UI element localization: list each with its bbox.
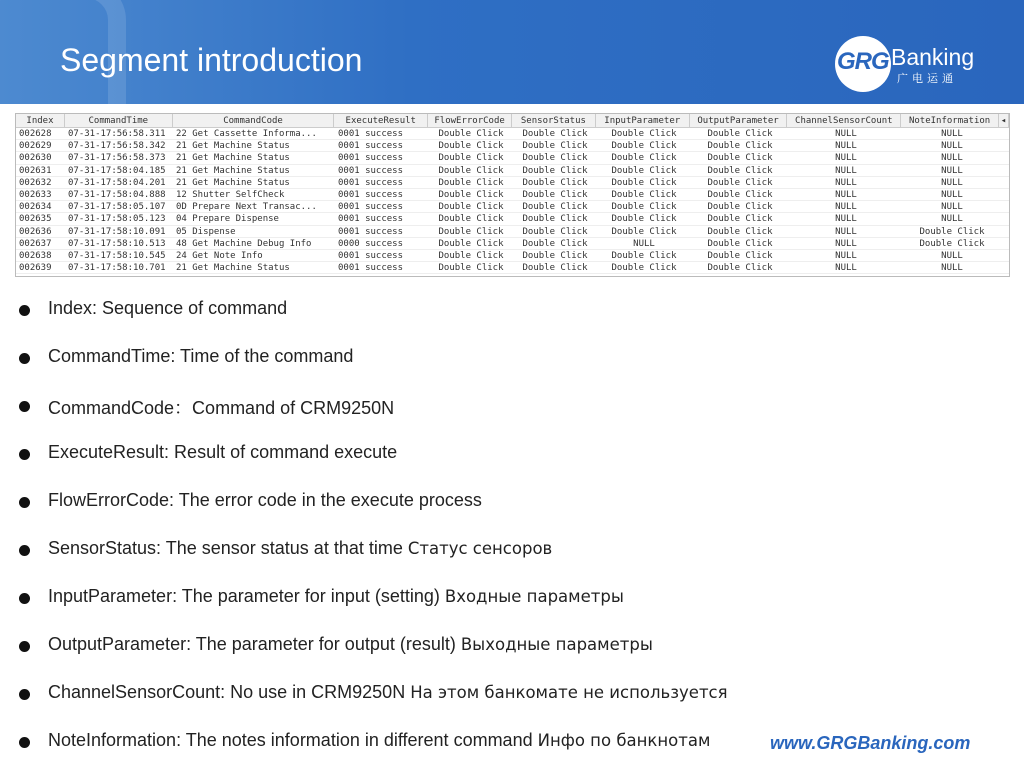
bullet-text xyxy=(48,538,552,559)
table-cell-commandcode: 21 Get Machine Status xyxy=(176,263,290,274)
bullet-text xyxy=(48,394,394,420)
table-cell-inputparameter: Double Click xyxy=(611,226,677,237)
table-cell-outputparameter: Double Click xyxy=(707,141,773,152)
table-cell-commandtime: 07-31-17:56:58.342 xyxy=(68,141,166,152)
table-cell-flowerrorcode: Double Click xyxy=(438,177,504,188)
table-cell-inputparameter: Double Click xyxy=(611,153,677,164)
table-cell-executeresult: 0001 success xyxy=(338,177,404,188)
table-cell-commandcode: 48 Get Machine Debug Info xyxy=(176,238,312,249)
table-cell-commandtime: 07-31-17:58:10.513 xyxy=(68,238,166,249)
table-cell-noteinformation: NULL xyxy=(941,129,963,139)
table-cell-channelsensorcount: NULL xyxy=(835,177,857,188)
table-cell-index: 002628 xyxy=(19,129,52,139)
table-cell-inputparameter: Double Click xyxy=(611,177,677,188)
column-header-sensorstatus[interactable]: SensorStatus xyxy=(512,114,596,127)
table-cell-executeresult: 0001 success xyxy=(338,250,404,261)
table-cell-noteinformation: NULL xyxy=(941,165,963,176)
table-cell-noteinformation: Double Click xyxy=(919,238,985,249)
table-cell-flowerrorcode: Double Click xyxy=(438,238,504,249)
table-cell-executeresult: 0001 success xyxy=(338,153,404,164)
table-cell-noteinformation: NULL xyxy=(941,250,963,261)
table-cell-sensorstatus: Double Click xyxy=(522,226,588,237)
table-cell-outputparameter: Double Click xyxy=(707,226,773,237)
table-cell-executeresult: 0001 success xyxy=(338,129,404,139)
column-header-outputparameter[interactable]: OutputParameter xyxy=(690,114,788,127)
table-cell-channelsensorcount: NULL xyxy=(835,129,857,139)
table-cell-index: 002635 xyxy=(19,214,52,225)
table-cell-outputparameter: Double Click xyxy=(707,189,773,200)
table-cell-executeresult: 0001 success xyxy=(338,226,404,237)
table-cell-commandcode: 21 Get Machine Status xyxy=(176,165,290,176)
table-cell-flowerrorcode: Double Click xyxy=(438,263,504,274)
table-cell-flowerrorcode: Double Click xyxy=(438,250,504,261)
bullet-dot-icon xyxy=(19,497,30,508)
table-cell-commandtime: 07-31-17:58:04.888 xyxy=(68,189,166,200)
table-cell-inputparameter: Double Click xyxy=(611,263,677,274)
table-row[interactable] xyxy=(16,152,1009,164)
table-cell-outputparameter: Double Click xyxy=(707,153,773,164)
table-cell-noteinformation: NULL xyxy=(941,177,963,188)
bullet-english: NoteInformation: The notes information in different command xyxy=(48,730,538,750)
table-cell-channelsensorcount: NULL xyxy=(835,214,857,225)
table-cell-index: 002639 xyxy=(19,263,52,274)
bullet-english: SensorStatus: The sensor status at that time xyxy=(48,538,408,558)
command-log-table xyxy=(15,113,1010,277)
table-cell-index: 002631 xyxy=(19,165,52,176)
table-cell-flowerrorcode: Double Click xyxy=(438,189,504,200)
table-cell-inputparameter: NULL xyxy=(633,238,655,249)
bullet-text xyxy=(48,586,624,607)
bullet-dot-icon xyxy=(19,689,30,700)
table-cell-inputparameter: Double Click xyxy=(611,165,677,176)
table-cell-executeresult: 0001 success xyxy=(338,214,404,225)
table-cell-commandcode: 12 Shutter SelfCheck xyxy=(176,189,285,200)
table-header xyxy=(16,114,1009,128)
table-row[interactable] xyxy=(16,201,1009,213)
bullet-english: CommandCode：Command of CRM9250N xyxy=(48,398,395,418)
table-row[interactable] xyxy=(16,262,1009,274)
table-cell-commandtime: 07-31-17:58:10.545 xyxy=(68,250,166,261)
bullet-text xyxy=(48,346,353,367)
table-row[interactable] xyxy=(16,177,1009,189)
table-cell-commandtime: 07-31-17:58:04.185 xyxy=(68,165,166,176)
table-cell-inputparameter: Double Click xyxy=(611,214,677,225)
bullet-english: ExecuteResult: Result of command execute xyxy=(48,442,398,462)
table-cell-inputparameter: Double Click xyxy=(611,202,677,213)
bullet-text xyxy=(48,730,710,751)
bullet-dot-icon xyxy=(19,401,30,412)
bullet-russian: На этом банкомате не используется xyxy=(410,683,728,702)
bullet-text xyxy=(48,490,482,511)
table-cell-sensorstatus: Double Click xyxy=(522,263,588,274)
bullet-english: ChannelSensorCount: No use in CRM9250N xyxy=(48,682,411,702)
bullet-dot-icon xyxy=(19,353,30,364)
table-cell-commandcode: 21 Get Machine Status xyxy=(176,141,290,152)
slide-title: Segment introduction xyxy=(60,42,363,78)
bullet-russian: Инфо по банкнотам xyxy=(537,731,711,750)
table-cell-outputparameter: Double Click xyxy=(707,165,773,176)
table-row[interactable] xyxy=(16,238,1009,250)
table-cell-outputparameter: Double Click xyxy=(707,202,773,213)
table-cell-channelsensorcount: NULL xyxy=(835,250,857,261)
table-cell-flowerrorcode: Double Click xyxy=(438,202,504,213)
table-cell-index: 002633 xyxy=(19,189,52,200)
table-body xyxy=(16,128,1009,274)
table-cell-commandcode: 04 Prepare Dispense xyxy=(176,214,279,225)
table-cell-executeresult: 0001 success xyxy=(338,263,404,274)
bullet-english: InputParameter: The parameter for input (setting) xyxy=(48,586,445,606)
table-cell-executeresult: 0000 success xyxy=(338,238,404,249)
table-row[interactable] xyxy=(16,165,1009,177)
table-cell-executeresult: 0001 success xyxy=(338,202,404,213)
table-cell-commandtime: 07-31-17:58:10.701 xyxy=(68,263,166,274)
table-cell-channelsensorcount: NULL xyxy=(835,165,857,176)
column-header-inputparameter[interactable]: InputParameter xyxy=(596,114,690,127)
table-cell-sensorstatus: Double Click xyxy=(522,177,588,188)
table-cell-flowerrorcode: Double Click xyxy=(438,129,504,139)
bullet-dot-icon xyxy=(19,305,30,316)
table-cell-index: 002632 xyxy=(19,177,52,188)
bullet-text xyxy=(48,634,653,655)
table-cell-commandtime: 07-31-17:58:04.201 xyxy=(68,177,166,188)
table-cell-commandtime: 07-31-17:58:05.107 xyxy=(68,202,166,213)
column-header-executeresult[interactable]: ExecuteResult xyxy=(334,114,428,127)
table-cell-commandcode: 05 Dispense xyxy=(176,226,236,237)
table-cell-commandcode: 0D Prepare Next Transac... xyxy=(176,202,317,213)
slide-header xyxy=(0,0,1024,104)
table-cell-commandtime: 07-31-17:56:58.373 xyxy=(68,153,166,164)
table-cell-noteinformation: Double Click xyxy=(919,226,985,237)
table-cell-noteinformation: NULL xyxy=(941,141,963,152)
column-header-commandcode[interactable]: CommandCode xyxy=(173,114,335,127)
table-cell-inputparameter: Double Click xyxy=(611,189,677,200)
table-cell-sensorstatus: Double Click xyxy=(522,165,588,176)
table-cell-inputparameter: Double Click xyxy=(611,250,677,261)
footer-url[interactable]: www.GRGBanking.com xyxy=(770,733,971,753)
table-cell-index: 002637 xyxy=(19,238,52,249)
bullet-dot-icon xyxy=(19,545,30,556)
column-header-flowerrorcode[interactable]: FlowErrorCode xyxy=(428,114,512,127)
table-cell-flowerrorcode: Double Click xyxy=(438,214,504,225)
table-cell-sensorstatus: Double Click xyxy=(522,202,588,213)
table-row[interactable] xyxy=(16,250,1009,262)
table-row[interactable] xyxy=(16,226,1009,238)
table-cell-commandtime: 07-31-17:58:05.123 xyxy=(68,214,166,225)
table-cell-sensorstatus: Double Click xyxy=(522,189,588,200)
table-cell-executeresult: 0001 success xyxy=(338,141,404,152)
table-cell-outputparameter: Double Click xyxy=(707,214,773,225)
table-row[interactable] xyxy=(16,213,1009,225)
table-cell-flowerrorcode: Double Click xyxy=(438,141,504,152)
bullet-english: Index: Sequence of command xyxy=(48,298,288,318)
table-row[interactable] xyxy=(16,140,1009,152)
bullet-russian: Входные параметры xyxy=(444,587,624,606)
table-cell-outputparameter: Double Click xyxy=(707,250,773,261)
table-cell-commandtime: 07-31-17:56:58.311 xyxy=(68,129,166,139)
bullet-russian: Статус сенсоров xyxy=(407,539,553,558)
table-cell-outputparameter: Double Click xyxy=(707,238,773,249)
table-cell-channelsensorcount: NULL xyxy=(835,238,857,249)
table-cell-channelsensorcount: NULL xyxy=(835,189,857,200)
table-cell-commandcode: 21 Get Machine Status xyxy=(176,177,290,188)
table-cell-channelsensorcount: NULL xyxy=(835,153,857,164)
table-cell-sensorstatus: Double Click xyxy=(522,214,588,225)
table-cell-channelsensorcount: NULL xyxy=(835,141,857,152)
bullet-english: OutputParameter: The parameter for output (result) xyxy=(48,634,461,654)
bullet-english: CommandTime: Time of the command xyxy=(48,346,354,366)
table-row[interactable] xyxy=(16,189,1009,201)
column-header-index[interactable]: Index xyxy=(16,114,65,127)
table-cell-sensorstatus: Double Click xyxy=(522,250,588,261)
table-cell-index: 002636 xyxy=(19,226,52,237)
table-cell-noteinformation: NULL xyxy=(941,153,963,164)
table-cell-flowerrorcode: Double Click xyxy=(438,165,504,176)
table-cell-outputparameter: Double Click xyxy=(707,263,773,274)
scroll-left-icon[interactable]: ◂ xyxy=(999,114,1009,127)
bullet-text xyxy=(48,682,728,703)
table-cell-noteinformation: NULL xyxy=(941,214,963,225)
table-cell-channelsensorcount: NULL xyxy=(835,263,857,274)
table-row[interactable] xyxy=(16,128,1009,140)
table-cell-noteinformation: NULL xyxy=(941,189,963,200)
table-cell-commandtime: 07-31-17:58:10.091 xyxy=(68,226,166,237)
table-cell-sensorstatus: Double Click xyxy=(522,153,588,164)
table-cell-channelsensorcount: NULL xyxy=(835,202,857,213)
table-cell-inputparameter: Double Click xyxy=(611,129,677,139)
table-cell-flowerrorcode: Double Click xyxy=(438,153,504,164)
table-cell-outputparameter: Double Click xyxy=(707,129,773,139)
table-cell-noteinformation: NULL xyxy=(941,202,963,213)
table-cell-commandcode: 22 Get Cassette Informa... xyxy=(176,129,317,139)
table-cell-outputparameter: Double Click xyxy=(707,177,773,188)
table-cell-index: 002638 xyxy=(19,250,52,261)
bullet-text xyxy=(48,442,397,463)
table-cell-executeresult: 0001 success xyxy=(338,165,404,176)
table-cell-index: 002634 xyxy=(19,202,52,213)
bullet-dot-icon xyxy=(19,593,30,604)
bullet-dot-icon xyxy=(19,641,30,652)
table-cell-sensorstatus: Double Click xyxy=(522,141,588,152)
table-cell-index: 002629 xyxy=(19,141,52,152)
table-cell-channelsensorcount: NULL xyxy=(835,226,857,237)
bullet-russian: Выходные параметры xyxy=(460,635,653,654)
bullet-dot-icon xyxy=(19,737,30,748)
table-cell-executeresult: 0001 success xyxy=(338,189,404,200)
column-header-channelsensorcount[interactable]: ChannelSensorCount xyxy=(787,114,901,127)
bullet-dot-icon xyxy=(19,449,30,460)
column-header-noteinformation[interactable]: NoteInformation xyxy=(901,114,999,127)
bullet-text xyxy=(48,298,287,319)
table-cell-commandcode: 21 Get Machine Status xyxy=(176,153,290,164)
table-cell-sensorstatus: Double Click xyxy=(522,238,588,249)
bullet-english: FlowErrorCode: The error code in the execute process xyxy=(48,490,482,510)
column-header-commandtime[interactable]: CommandTime xyxy=(65,114,173,127)
table-cell-index: 002630 xyxy=(19,153,52,164)
table-cell-flowerrorcode: Double Click xyxy=(438,226,504,237)
table-cell-sensorstatus: Double Click xyxy=(522,129,588,139)
table-cell-inputparameter: Double Click xyxy=(611,141,677,152)
table-cell-commandcode: 24 Get Note Info xyxy=(176,250,263,261)
table-cell-noteinformation: NULL xyxy=(941,263,963,274)
grg-banking-logo: GRG Banking 广电运通 xyxy=(835,36,1015,92)
